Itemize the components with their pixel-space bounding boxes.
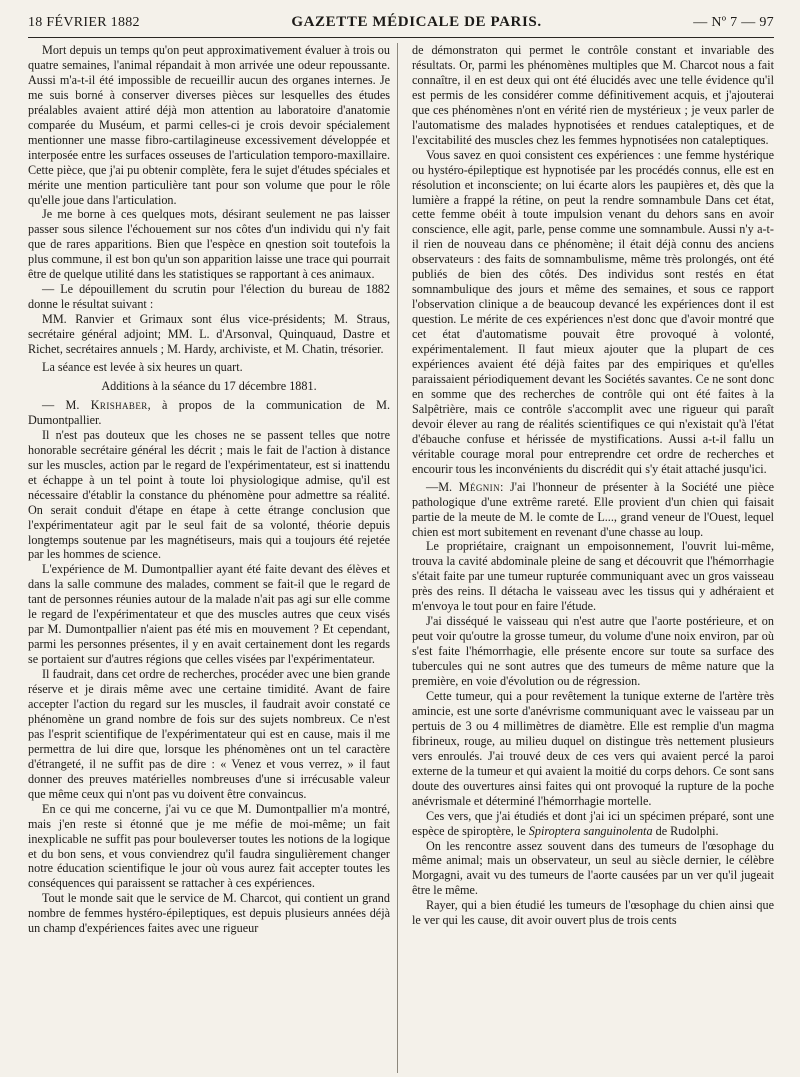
header-title: GAZETTE MÉDICALE DE PARIS. (291, 14, 542, 30)
left-paragraph-6 (28, 398, 390, 428)
section-heading: Additions à la séance du 17 décembre 1881. (101, 378, 317, 393)
right-paragraph-1: de démonstraton qui permet le contrôle constant et invariable des résultats. Or, parmi les phénomènes multiples que M. Charcot nous a fait connaître, il en est deux qui ont été élucidés avec une telle évidence qu'il est permis de les considérer comme définitivement acquis, et j'ajouterai que ces phénomènes n'ont en vérité rien de mystérieux ; je veux parler de l'automatisme des malades hypnotisées et rendues cataleptiques, et de l'excitabilité des muscles chez les femmes hypnotisées non cataleptiques. (412, 43, 774, 147)
left-column (28, 43, 398, 1073)
species-name: Spiroptera sanguinolenta (528, 823, 653, 838)
speaker-name: Krishaber (90, 397, 148, 412)
right-paragraph-5: J'ai disséqué le vaisseau qui n'est autre que l'aorte postérieure, et on peut voir qu'outre la grosse tumeur, du volume d'une noix environ, par où s'est faite l'hémorrhagie, elle présente encore sur toute sa surface des tubercules qui ne sont autres que des tumeurs de même nature que la première, en voie d'évolution ou de régression. (412, 614, 774, 689)
speaker-text: : J'ai l'honneur de présenter à la Société une pièce pathologique d'une extrême rareté. Elle provient d'un chien qui faisait partie de la meute de M. le comte de L..., grand veneur de l'Ouest, lequel chien est mort subitement en revenant d'une chasse au loup. (412, 479, 774, 539)
left-paragraph-7: Il n'est pas douteux que les choses ne se passent telles que notre honorable secrétaire général les décrit ; mais le fait de l'action à distance sur les muscles, action par le regard de l'expérimentateur, est si inattendu et échappe à un tel point à toute loi physiologique admise, qu'il est nécessaire d'établir la constance du phénomène pour admettre sa réalité. On serait conduit d'étape en étape à cette étrange conclusion que l'expérimentateur agit par le seul fait de sa volonté, théorie depuis longtemps soutenue par les magnétiseurs, mais qui a toujours été rejetée par les hommes de science. (28, 427, 390, 562)
right-paragraph-2: Vous savez en quoi consistent ces expériences : une femme hystérique ou hystéro-épileptique est hypnotisée par les procédés connus, elle est en résolution et inconsciente; on lui écarte alors les paupières et, dès que la lumière a frappé la rétine, on peut la rendre somnambule Dans cet état, cette femme obéit à toute impulsion venant du dehors sans en avoir conscience, elle agit, parle, pense comme une somnambule. Aussi n'y a-t-il rien de nouveau dans ce phénomène; il était déjà connu des anciens observateurs : des faits de somnambulisme, même très prolongés, ont été publiés de bien des côtés. Des individus sont restés en état somnambulique des jours et même des semaines, et sous ce rapport l'observation clinique a de beaucoup devancé les expériences dont il est question. Le mérite de ces expériences n'est donc que d'avoir montré que cet état d'automatisme pouvait être provoqué à volonté, expérimentalement. Il faut mieux ajouter que la plupart de ces expériences avaient été déjà faites par des empiriques et qu'elles paraissaient périodiquement devant les Sociétés savantes. Ce ne sont donc en somme que des recherches de contrôle qui ont été faites à la Salpêtrière, mais ce contrôle s'accomplit avec une rigueur qui paraît devoir élever au rang de réalités scientifiques ce qui n'existait qu'à l'état d'ébauche confuse et hérissée de mystifications. Aussi a-t-il fallu un véritable courage moral pour entreprendre cet ordre de recherches et encourir tous les inconvénients du discrédit qui s'y était attaché jusqu'ici. (412, 147, 774, 476)
right-paragraph-6: Cette tumeur, qui a pour revêtement la tunique externe de l'artère très amincie, est une sorte d'anévrisme communiquant avec le vaisseau par un pertuis de 3 ou 4 millimètres de diamètre. Elle est remplie d'un magma fibrineux, rouge, au milieu duquel on distingue très nettement plusieurs vers enroulés. J'ai trouvé deux de ces vers qui avaient percé la paroi externe de la tumeur et qui avaient la moitié du corps dehors. Ce sont sans doute des ouvertures ainsi faites qui ont provoqué la rupture de la poche anévrismale et déterminé l'hémorrhagie mortelle. (412, 688, 774, 808)
left-paragraph-11: Tout le monde sait que le service de M. Charcot, qui contient un grand nombre de femmes hystéro-épileptiques, est depuis plusieurs années déjà un champ d'expériences faites avec une rigueur (28, 891, 390, 936)
speaker-text: , à propos de la communication de M. Dumontpallier. (28, 397, 390, 427)
two-column-body (28, 43, 774, 1073)
right-paragraph-9: Rayer, qui a bien étudié les tumeurs de l'œsophage du chien ainsi que le ver qui les cause, dit avoir ouvert plus de trois cents (412, 898, 774, 928)
right-column (412, 43, 774, 1073)
right-paragraph-3 (412, 480, 774, 540)
left-paragraph-8: L'expérience de M. Dumontpallier ayant été faite devant des élèves et dans la salle commune des malades, comment se fait-il que le regard de tant de personnes réunies autour de la malade n'ait pas agi sur elle comme le regard de l'expérimentateur et que des muscles autres que ceux visés par M. Dumontpallier n'aient pas été mis en mouvement ? Et cependant, parmi les personnes présentes, il y en avait certainement dont les regards se portaient sur d'autres régions que celles visées par l'expérimentateur. (28, 562, 390, 667)
header-date: 18 FÉVRIER 1882 (28, 15, 140, 30)
header-issue: — Nº 7 — 97 (693, 15, 774, 30)
species-intro: Ces vers, que j'ai étudiés et dont j'ai ici un spécimen préparé, sont une espèce de spiroptère, le (412, 808, 774, 838)
left-paragraph-5: La séance est levée à six heures un quart. (42, 360, 243, 375)
left-paragraph-10: En ce qui me concerne, j'ai vu ce que M. Dumontpallier m'a montré, mais j'en reste si étonné que je me méfie de moi-même; un fait inexplicable ne suffit pas pour bouleverser toutes les notions de la logique et du bon sens, et vous conviendrez qu'il faudra singulièrement changer notre éducation scientifique le jour où vous aurez fait accepter toutes les conséquences qui paraissent se rattacher à ces expériences. (28, 801, 390, 891)
dash-prefix: — M. (42, 397, 80, 412)
right-paragraph-4: Le propriétaire, craignant un empoisonnement, l'ouvrit lui-même, trouva la cavité abdominale pleine de sang et découvrit que l'hémorrhagie s'était faite par une tumeur rupturée communiquant avec un gros vaisseau près des reins. Il détacha le vaisseau avec les tissus qui y adhéraient et m'envoya le tout pour en faire l'étude. (412, 539, 774, 614)
left-paragraph-2: Je me borne à ces quelques mots, désirant seulement ne pas laisser passer sous silence l'échouement sur nos côtes d'un individu qui n'y fait que de rares apparitions. Bien que l'espèce en qnestion soit toutefois la plus commune, il est bon qu'un son apparition laisse une trace qui pourrait être de quelque utilité dans les statistiques se rapportant à ces animaux. (28, 207, 390, 282)
right-paragraph-8: On les rencontre assez souvent dans des tumeurs de l'œsophage du même animal; mais un observateur, un seul au siècle dernier, le célèbre Morgagni, avait vu des tumeurs de l'aorte causées par un ver qu'il jugeait être le même. (412, 838, 774, 898)
left-paragraph-1: Mort depuis un temps qu'on peut approximativement évaluer à trois ou quatre semaines, l'animal répandait à mon arrivée une odeur repoussante. Aussi m'a-t-il été impossible de recueillir aucun des organes internes. Je me suis borné à conserver diverses pièces sur lesquelles des études préalables avaient attiré déjà mon attention au laboratoire d'anatomie comparée du Muséum, et parmi celles-ci je crois devoir spécialement mentionner une masse fibro-cartilagineuse excessivement développée et interposée entre les surfaces osseuses de l'articulation temporo-maxillaire. Cette pièce, que j'ai pu obtenir complète, fera le sujet d'études spéciales et mérite une mention particulière tant pour son volume que pour le rôle qu'elle joue dans l'articulation. (28, 43, 390, 207)
species-author: de Rudolphi. (655, 823, 719, 838)
left-paragraph-4: MM. Ranvier et Grimaux sont élus vice-présidents; M. Straus, secrétaire général adjoint; MM. L. d'Arsonval, Quinquaud, Dastre et Richet, secrétaires annuels ; M. Hardy, archiviste, et M. Chatin, trésorier. (28, 312, 390, 357)
left-paragraph-3: — Le dépouillement du scrutin pour l'élection du bureau de 1882 donne le résultat suivant : (28, 282, 390, 312)
left-paragraph-9: Il faudrait, dans cet ordre de recherches, procéder avec une bien grande réserve et je dirais même avec une certaine timidité. Avant de faire accepter l'action du regard sur les muscles, il faudrait avoir constaté ce phénomène un grand nombre de fois sur des sujets nombreux. Ce n'est pas l'esprit scientifique de l'expérimentateur qui est en cause, mais il me permettra de lui dire que, lorsque les phénomènes ont un tel caractère d'étrangeté, il ne suffit pas de dire : « Venez et vous verrez, » il faut donner des preuves matérielles nombreuses d'une si irrécusable valeur que même ceux qui n'ont pas vu doivent être convaincus. (28, 667, 390, 801)
right-paragraph-7 (412, 809, 774, 839)
dash-prefix: —M. (426, 479, 453, 494)
speaker-name: Mégnin (458, 479, 500, 494)
page-header (28, 14, 774, 38)
